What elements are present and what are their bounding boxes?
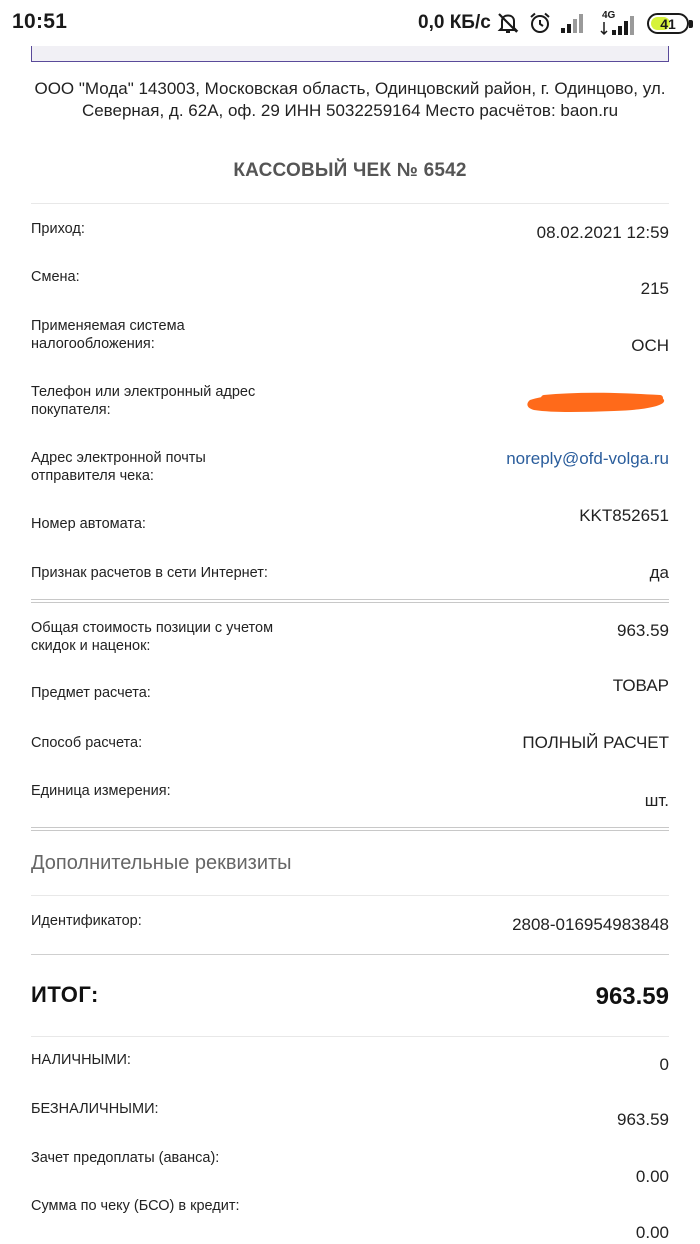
field-label: Зачет предоплаты (аванса): bbox=[31, 1150, 220, 1166]
battery-icon bbox=[647, 13, 689, 34]
field-label: Способ расчета: bbox=[31, 735, 143, 751]
field-label: НАЛИЧНЫМИ: bbox=[31, 1052, 131, 1068]
field-value: 0.00 bbox=[635, 1167, 669, 1186]
field-value: 08.02.2021 12:59 bbox=[536, 223, 669, 242]
divider bbox=[31, 1036, 669, 1037]
total-value: 963.59 bbox=[595, 983, 669, 1010]
field-value: 0.00 bbox=[635, 1223, 669, 1242]
field-label: Предмет расчета: bbox=[31, 685, 151, 701]
section-divider bbox=[31, 827, 669, 831]
field-label: Признак расчетов в сети Интернет: bbox=[31, 565, 268, 581]
total-label: ИТОГ: bbox=[31, 982, 99, 1007]
status-time: 10:51 bbox=[12, 10, 68, 33]
field-value: ПОЛНЫЙ РАСЧЕТ bbox=[522, 733, 669, 752]
status-bar bbox=[0, 0, 700, 46]
field-value: ТОВАР bbox=[612, 676, 669, 695]
receipt-title: КАССОВЫЙ ЧЕК № 6542 bbox=[233, 160, 467, 181]
field-label: Номер автомата: bbox=[31, 516, 146, 532]
redaction-scribble bbox=[524, 388, 670, 416]
field-value: ОСН bbox=[631, 336, 669, 355]
field-label: Телефон или электронный адрес покупателя: bbox=[31, 384, 256, 418]
field-label: Приход: bbox=[31, 221, 85, 237]
field-label: Единица измерения: bbox=[31, 783, 171, 799]
field-value: да bbox=[649, 563, 669, 582]
signal-4g-icon bbox=[600, 9, 640, 42]
section-divider bbox=[31, 599, 669, 603]
sender-email-link[interactable]: noreply@ofd-volga.ru bbox=[506, 449, 669, 468]
battery-percent: 41 bbox=[660, 16, 676, 32]
field-value: 963.59 bbox=[617, 1110, 669, 1129]
field-value: 0 bbox=[659, 1055, 669, 1074]
field-label: Общая стоимость позиции с учетом скидок и наценок: bbox=[31, 620, 274, 654]
divider bbox=[31, 895, 669, 896]
additional-details-heading: Дополнительные реквизиты bbox=[31, 852, 292, 874]
field-label: БЕЗНАЛИЧНЫМИ: bbox=[31, 1101, 159, 1117]
network-speed: 0,0 КБ/с bbox=[418, 12, 491, 33]
divider bbox=[31, 203, 669, 204]
field-value: шт. bbox=[644, 791, 669, 810]
network-type-label: 4G bbox=[602, 10, 616, 21]
field-label: Применяемая система налогообложения: bbox=[31, 318, 185, 352]
signal-icon bbox=[560, 11, 588, 40]
field-value: 2808-016954983848 bbox=[512, 915, 669, 934]
divider bbox=[31, 954, 669, 955]
alarm-icon bbox=[528, 11, 552, 40]
field-value: 963.59 bbox=[617, 621, 669, 640]
previous-card-bottom bbox=[31, 46, 669, 62]
field-value: 215 bbox=[640, 279, 669, 298]
field-label: Смена: bbox=[31, 269, 80, 285]
field-label: Идентификатор: bbox=[31, 913, 142, 929]
field-value: KKT852651 bbox=[579, 506, 669, 525]
mute-icon bbox=[496, 11, 520, 40]
field-label: Адрес электронной почты отправителя чека: bbox=[31, 450, 206, 484]
company-info: ООО "Мода" 143003, Московская область, Одинцовский район, г. Одинцово, ул. Северная, д. 62А, оф. 29 ИНН 5032259164 Место расчётов: baon.ru bbox=[34, 79, 666, 120]
field-label: Сумма по чеку (БСО) в кредит: bbox=[31, 1198, 240, 1214]
